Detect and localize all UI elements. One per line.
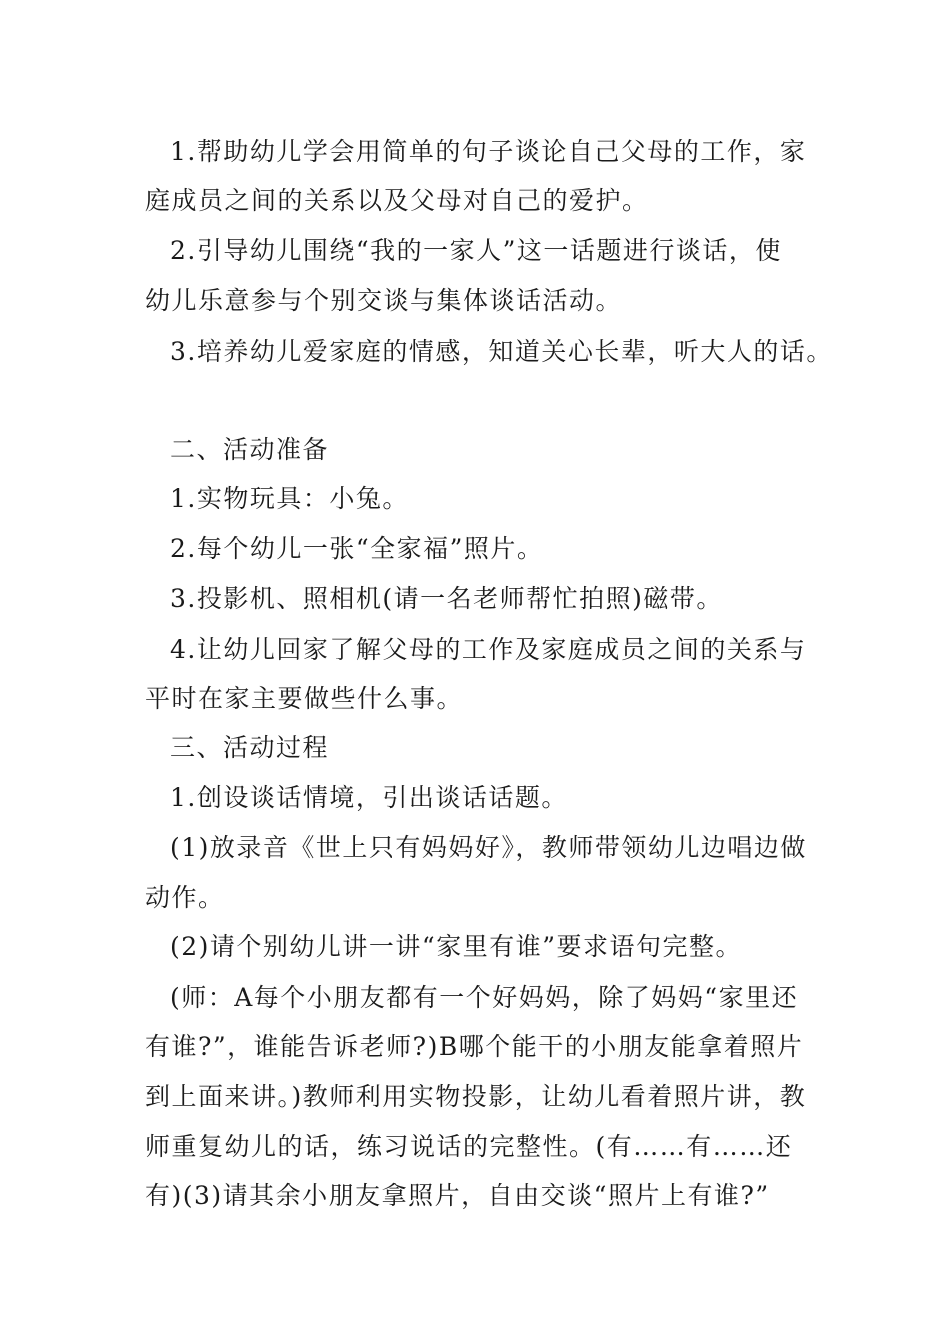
text-line: 1.创设谈话情境，引出谈话话题。 [170, 783, 568, 812]
section-heading: 三、活动过程 [170, 733, 330, 762]
text-line: 幼儿乐意参与个别交谈与集体谈话活动。 [145, 286, 623, 315]
text-line: 有谁?”，谁能告诉老师?)B哪个能干的小朋友能拿着照片 [145, 1032, 804, 1061]
text-line: 有)(3)请其余小朋友拿照片，自由交谈“照片上有谁?” [145, 1181, 770, 1210]
text-line: 1.实物玩具：小兔。 [170, 484, 409, 513]
text-line: 3.培养幼儿爱家庭的情感，知道关心长辈，听大人的话。 [170, 337, 833, 366]
text-line: 4.让幼儿回家了解父母的工作及家庭成员之间的关系与 [170, 635, 807, 664]
text-line: (师：A每个小朋友都有一个好妈妈，除了妈妈“家里还 [170, 983, 799, 1012]
text-line: 动作。 [145, 883, 225, 912]
text-line: 1.帮助幼儿学会用简单的句子谈论自己父母的工作，家 [170, 137, 807, 166]
text-line: 到上面来讲。)教师利用实物投影，让幼儿看着照片讲，教 [145, 1082, 807, 1111]
section-heading: 二、活动准备 [170, 435, 330, 464]
text-line: 2.引导幼儿围绕“我的一家人”这一话题进行谈话，使 [170, 236, 782, 265]
text-line: 2.每个幼儿一张“全家福”照片。 [170, 534, 544, 563]
text-line: (1)放录音《世上只有妈妈好》，教师带领幼儿边唱边做 [170, 833, 807, 862]
text-line: 庭成员之间的关系以及父母对自己的爱护。 [145, 186, 649, 215]
text-line: (2)请个别幼儿讲一讲“家里有谁”要求语句完整。 [170, 932, 742, 961]
text-line: 平时在家主要做些什么事。 [145, 684, 464, 713]
text-line: 师重复幼儿的话，练习说话的完整性。(有……有……还 [145, 1132, 793, 1161]
text-line: 3.投影机、照相机(请一名老师帮忙拍照)磁带。 [170, 584, 723, 613]
